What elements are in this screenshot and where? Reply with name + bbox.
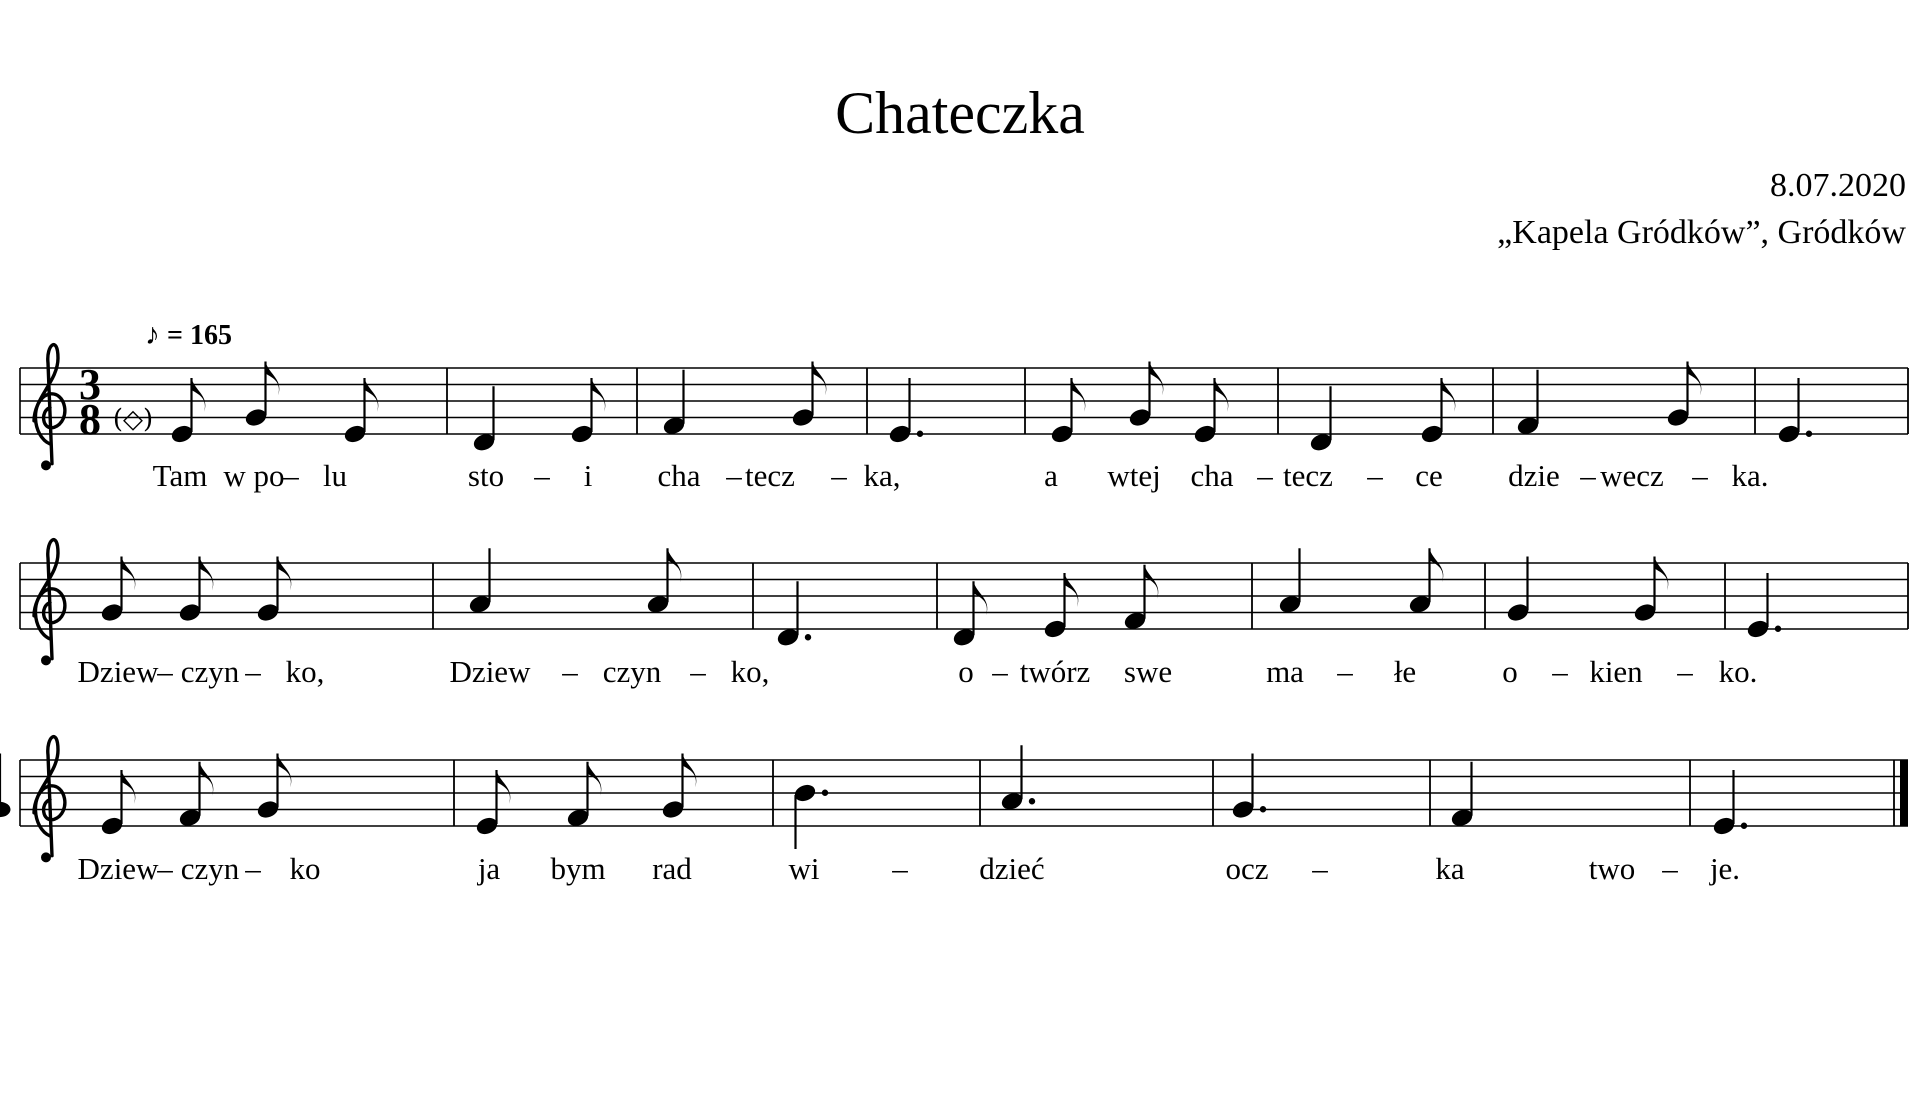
lyric-syllable: – [690,654,706,689]
lyric-syllable: wtej [1107,458,1161,493]
note [1042,573,1078,640]
note [790,362,826,429]
note [1449,762,1474,829]
lyric-syllable: je. [1709,851,1741,886]
note [1127,362,1163,429]
lyric-syllable: – [1677,654,1693,689]
lyric-syllable: – [831,458,847,493]
lyric-syllable: ko, [285,654,325,689]
staff-system-2 [20,563,1908,689]
note [565,762,601,829]
note-flag [122,770,136,804]
lyric-syllable: ko, [730,654,770,689]
lyric-syllable: ce [1415,458,1443,493]
note [1776,378,1812,445]
lyric-syllable: – [245,654,261,689]
lyric-syllable: – [157,851,173,886]
note-flag [1688,362,1702,396]
lyric-syllable: swe [1123,654,1173,689]
augmentation-dot [1260,806,1266,812]
lyric-syllable: czyn [602,654,662,689]
lyric-syllable: Tam [152,458,208,493]
note [177,557,213,624]
recording-date: 8.07.2020 [1770,167,1906,204]
treble-clef-icon [34,345,65,471]
lyric-syllable: o [958,654,974,689]
lyric-syllable: czyn [180,851,240,886]
lyric-syllable: łe [1393,654,1417,689]
note-flag [1655,557,1669,591]
lyric-syllable: o [1502,654,1518,689]
lyric-syllable: – [562,654,578,689]
treble-clef-stroke [34,737,65,856]
note [1665,362,1701,429]
note [1192,378,1228,445]
note [169,378,205,445]
note-flag [1215,378,1229,412]
note-flag [278,754,292,788]
note-flag [192,378,206,412]
note-flag [278,557,292,591]
note-flag [200,762,214,796]
eighth-note-icon: ♪ [145,318,160,351]
lyric-syllable: – [1692,458,1708,493]
note-flag [588,762,602,796]
lyric-syllable: – [157,654,173,689]
lyric-syllable: ko. [1718,654,1758,689]
note [1711,770,1747,837]
note [1745,573,1781,640]
time-signature-denominator: 8 [79,395,101,444]
note [887,378,923,445]
note [1277,548,1302,615]
note-flag [683,754,697,788]
lyric-syllable: – [1337,654,1353,689]
note-flag [1150,362,1164,396]
lyric-syllable: wecz [1600,458,1664,493]
note [255,557,291,624]
note [1515,370,1540,437]
lyric-syllable: – [992,654,1008,689]
note [177,762,213,829]
note-flag [1442,378,1456,412]
lyric-syllable: ma [1266,654,1304,689]
lyric-syllable: – [245,851,261,886]
note-flag [974,581,988,615]
augmentation-dot [1775,626,1781,632]
lyric-syllable: dzieć [979,851,1045,886]
note-flag [497,770,511,804]
lyric-syllable: bym [550,851,606,886]
lyric-syllable: twórz [1019,654,1091,689]
note [775,581,811,648]
lyric-syllable: ko [289,851,321,886]
lyric-syllable: i [583,458,593,493]
note-flag [365,378,379,412]
note-head [0,802,11,817]
lyric-syllable: wi [788,851,820,886]
lyric-syllable: Dziew [77,851,159,886]
lyric-syllable: cha [1190,458,1234,493]
augmentation-dot [1741,823,1747,829]
lyric-syllable: cha [657,458,701,493]
note-flag [266,362,280,396]
lyric-syllable: – [1662,851,1678,886]
note [661,370,686,437]
tempo-equals: = [167,320,183,351]
lyric-syllable: sto [467,458,505,493]
lyric-syllable: kien [1589,654,1643,689]
lyric-syllable: – [1257,458,1273,493]
note [999,745,1035,812]
tempo-bpm: 165 [189,320,232,351]
note-flag [122,557,136,591]
lyric-syllable: – [1367,458,1383,493]
treble-clef-dot [41,655,51,665]
treble-clef-stroke [34,540,65,659]
lyric-syllable: – [1580,458,1596,493]
lyric-syllable: – [892,851,908,886]
lyric-syllable: – [726,458,742,493]
augmentation-dot [805,634,811,640]
staff-system-1 [20,360,1908,493]
lyric-syllable: ocz [1225,851,1269,886]
note [645,548,681,615]
lyric-syllable: two [1588,851,1636,886]
lyric-syllable: ka [1435,851,1465,886]
note-flag [1065,573,1079,607]
treble-clef-icon [34,540,65,666]
note-flag [813,362,827,396]
note [660,754,696,821]
lyric-syllable: Dziew [449,654,531,689]
lyric-syllable: ka. [1731,458,1769,493]
treble-clef-icon [34,737,65,863]
lyric-syllable: czyn [180,654,240,689]
lyric-syllable: dzie [1508,458,1560,493]
note-flag [592,378,606,412]
augmentation-dot [1029,798,1035,804]
note-flag [1072,378,1086,412]
note [1407,548,1443,615]
lyric-syllable: a [1044,458,1058,493]
note [474,770,510,837]
note [99,557,135,624]
note [569,378,605,445]
treble-clef-stroke [34,345,65,464]
note [1505,557,1530,624]
augmentation-dot [1806,431,1812,437]
lyric-syllable: – [1552,654,1568,689]
lyric-syllable: rad [652,851,692,886]
note-flag [1145,565,1159,599]
ornament-mark: (◇) [112,404,154,435]
note [1632,557,1668,624]
lyric-syllable: tecz [745,458,795,493]
time-signature-numerator: 3 [79,360,101,409]
note [467,548,492,615]
final-barline-thick [1900,760,1908,826]
note [1049,378,1085,445]
note [255,754,291,821]
score-title: Chateczka [835,80,1085,146]
lyric-syllable: ka, [863,458,901,493]
note [1122,565,1158,632]
lyric-syllable: ja [477,851,501,886]
note [1308,386,1333,453]
note-flag [1430,548,1444,582]
note [951,581,987,648]
lyric-syllable: tecz [1283,458,1333,493]
note [342,378,378,445]
note [1230,754,1266,821]
lyric-syllable: w po [223,458,285,493]
augmentation-dot [917,431,923,437]
lyric-syllable: – [283,458,299,493]
lyric-syllable: lu [322,458,348,493]
note-flag [200,557,214,591]
note [99,770,135,837]
staff-system-3 [20,760,1908,886]
note [792,782,828,849]
lyric-syllable: Dziew [77,654,159,689]
note [1419,378,1455,445]
lyric-syllable: – [534,458,550,493]
note [243,362,279,429]
augmentation-dot [822,790,828,796]
note [471,386,496,453]
treble-clef-dot [41,852,51,862]
note [0,754,11,818]
treble-clef-dot [41,460,51,470]
note-flag [668,548,682,582]
performer-location: „Kapela Gródków”, Gródków [1497,214,1906,251]
lyric-syllable: – [1312,851,1328,886]
